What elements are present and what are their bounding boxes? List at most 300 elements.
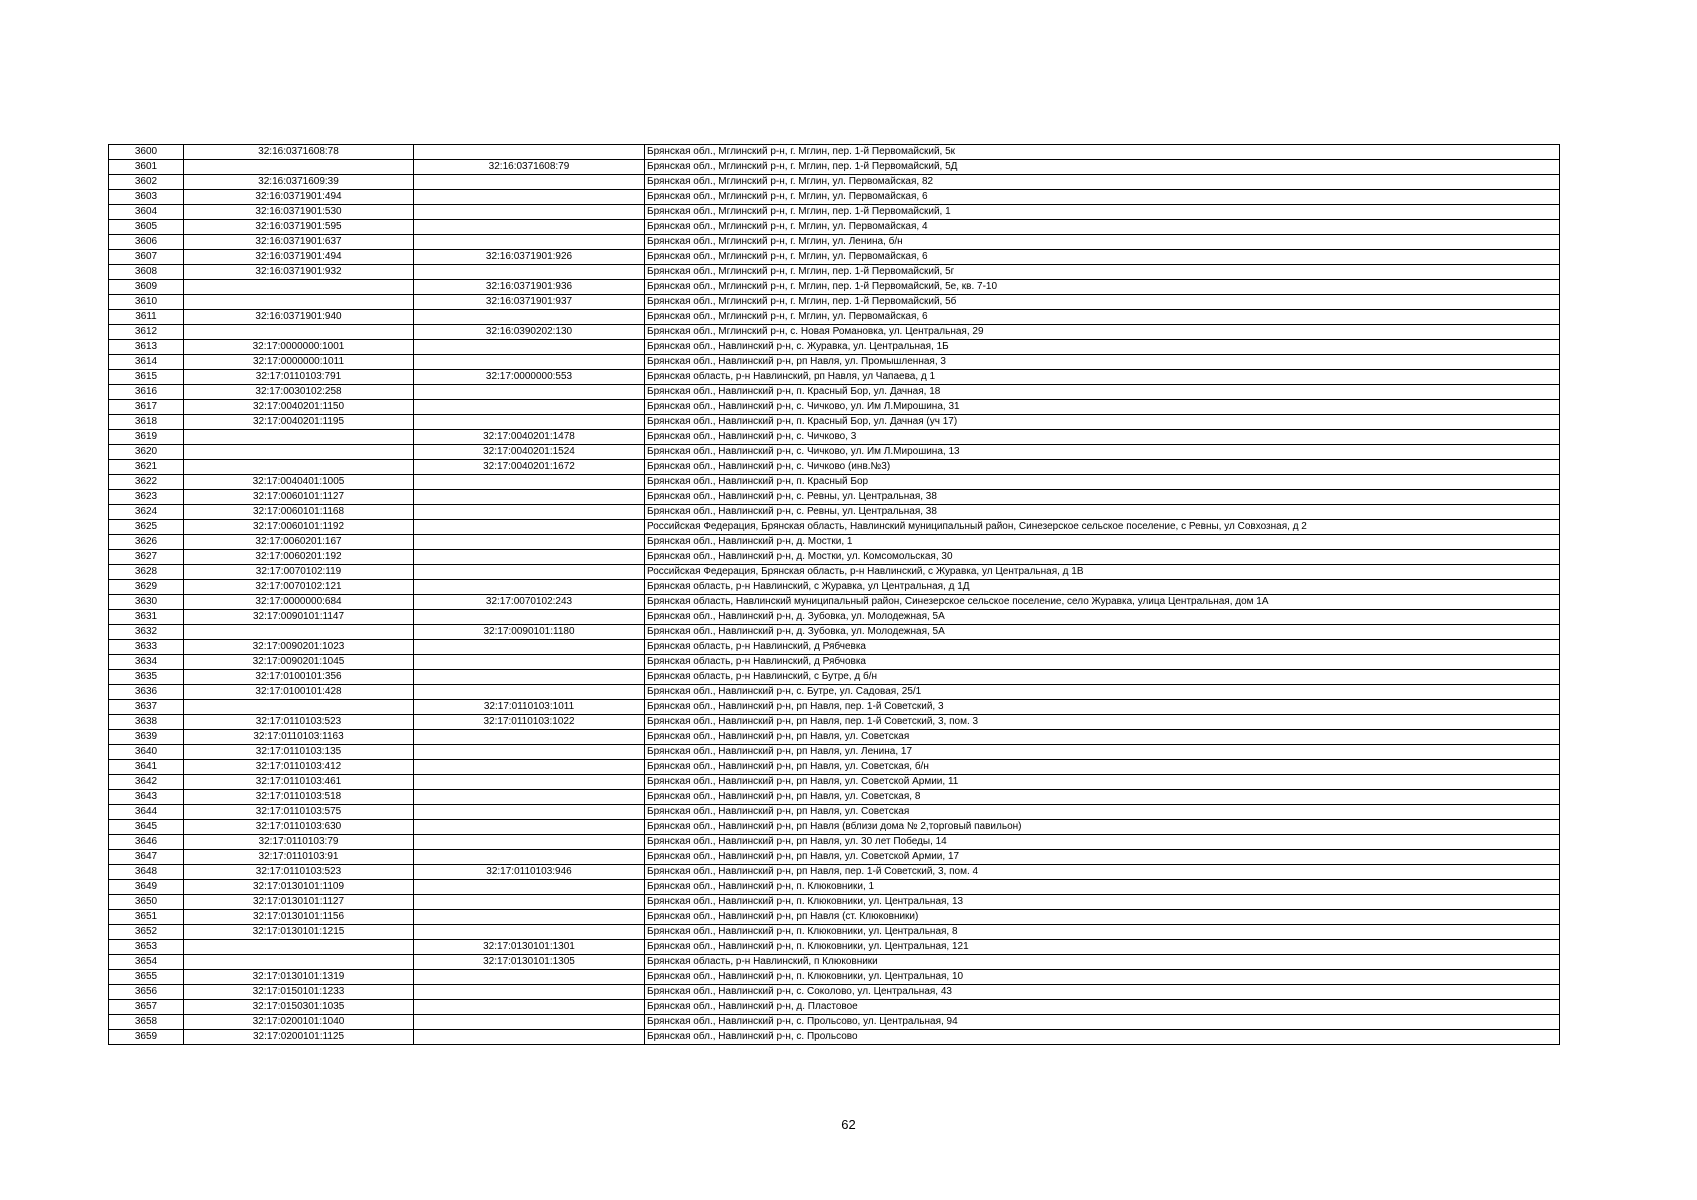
cadastral-number-secondary-cell [414, 565, 645, 580]
address-cell: Брянская обл., Навлинский р-н, рп Навля, ул. Промышленная, 3 [645, 355, 1560, 370]
table-row [109, 715, 1560, 730]
address-cell: Российская Федерация, Брянская область, р-н Навлинский, с Журавка, ул Центральная, д 1В [645, 565, 1560, 580]
table-row [109, 175, 1560, 190]
address-cell: Брянская обл., Мглинский р-н, г. Мглин, пер. 1-й Первомайский, 5Д [645, 160, 1560, 175]
table-row [109, 790, 1560, 805]
address-cell: Брянская обл., Мглинский р-н, г. Мглин, ул. Первомайская, 6 [645, 310, 1560, 325]
address-cell: Брянская обл., Навлинский р-н, рп Навля, пер. 1-й Советский, 3, пом. 4 [645, 865, 1560, 880]
row-number-cell: 3619 [109, 430, 184, 445]
row-number-cell: 3608 [109, 265, 184, 280]
address-cell: Брянская обл., Навлинский р-н, рп Навля, ул. Советская [645, 730, 1560, 745]
cadastral-number-secondary-cell [414, 205, 645, 220]
table-row [109, 685, 1560, 700]
table-row [109, 835, 1560, 850]
cadastral-number-secondary-cell [414, 550, 645, 565]
address-cell: Брянская область, р-н Навлинский, с Бутре, д б/н [645, 670, 1560, 685]
table-row [109, 340, 1560, 355]
cadastral-number-secondary-cell [414, 520, 645, 535]
address-cell: Брянская область, р-н Навлинский, рп Навля, ул Чапаева, д 1 [645, 370, 1560, 385]
table-row [109, 235, 1560, 250]
row-number-cell: 3622 [109, 475, 184, 490]
cadastral-number-cell: 32:17:0040201:1150 [184, 400, 414, 415]
address-cell: Брянская обл., Навлинский р-н, п. Клюковники, 1 [645, 880, 1560, 895]
cadastral-number-secondary-cell [414, 475, 645, 490]
address-cell: Брянская обл., Навлинский р-н, рп Навля, ул. Советская, б/н [645, 760, 1560, 775]
cadastral-number-secondary-cell: 32:17:0090101:1180 [414, 625, 645, 640]
cadastral-number-secondary-cell [414, 1030, 645, 1045]
address-cell: Брянская обл., Мглинский р-н, г. Мглин, пер. 1-й Первомайский, 5к [645, 145, 1560, 160]
row-number-cell: 3633 [109, 640, 184, 655]
cadastral-number-secondary-cell [414, 970, 645, 985]
page-number: 62 [841, 1117, 856, 1132]
table-row [109, 940, 1560, 955]
cadastral-number-cell: 32:17:0090201:1023 [184, 640, 414, 655]
cadastral-number-secondary-cell [414, 880, 645, 895]
address-cell: Брянская обл., Навлинский р-н, рп Навля (вблизи дома № 2,торговый павильон) [645, 820, 1560, 835]
table-row [109, 355, 1560, 370]
row-number-cell: 3604 [109, 205, 184, 220]
cadastral-number-cell: 32:17:0060101:1192 [184, 520, 414, 535]
cadastral-number-secondary-cell [414, 235, 645, 250]
cadastral-number-cell: 32:17:0030102:258 [184, 385, 414, 400]
row-number-cell: 3639 [109, 730, 184, 745]
cadastral-number-cell: 32:16:0371901:595 [184, 220, 414, 235]
cadastral-number-cell: 32:17:0130101:1156 [184, 910, 414, 925]
cadastral-number-cell: 32:17:0110103:91 [184, 850, 414, 865]
cadastral-number-cell [184, 430, 414, 445]
property-table [108, 144, 1560, 1045]
cadastral-number-secondary-cell [414, 850, 645, 865]
cadastral-number-cell: 32:17:0100101:428 [184, 685, 414, 700]
cadastral-number-secondary-cell: 32:17:0110103:1022 [414, 715, 645, 730]
address-cell: Брянская обл., Навлинский р-н, п. Клюковники, ул. Центральная, 8 [645, 925, 1560, 940]
cadastral-number-secondary-cell [414, 535, 645, 550]
address-cell: Брянская обл., Навлинский р-н, с. Чичково, ул. Им Л.Мирошина, 31 [645, 400, 1560, 415]
table-row [109, 145, 1560, 160]
table-row [109, 220, 1560, 235]
row-number-cell: 3612 [109, 325, 184, 340]
cadastral-number-secondary-cell: 32:17:0040201:1672 [414, 460, 645, 475]
address-cell: Брянская обл., Мглинский р-н, г. Мглин, ул. Первомайская, 82 [645, 175, 1560, 190]
cadastral-number-secondary-cell [414, 730, 645, 745]
address-cell: Брянская обл., Навлинский р-н, п. Красный Бор [645, 475, 1560, 490]
row-number-cell: 3611 [109, 310, 184, 325]
address-cell: Брянская обл., Навлинский р-н, с. Прольсово, ул. Центральная, 94 [645, 1015, 1560, 1030]
cadastral-number-secondary-cell: 32:16:0371901:926 [414, 250, 645, 265]
table-row [109, 670, 1560, 685]
table-row [109, 370, 1560, 385]
cadastral-number-cell [184, 940, 414, 955]
table-row [109, 910, 1560, 925]
address-cell: Брянская обл., Навлинский р-н, п. Клюковники, ул. Центральная, 10 [645, 970, 1560, 985]
cadastral-number-cell: 32:17:0060201:167 [184, 535, 414, 550]
address-cell: Брянская обл., Навлинский р-н, рп Навля, ул. Советской Армии, 11 [645, 775, 1560, 790]
address-cell: Брянская обл., Мглинский р-н, г. Мглин, ул. Первомайская, 6 [645, 250, 1560, 265]
cadastral-number-secondary-cell [414, 580, 645, 595]
table-row [109, 310, 1560, 325]
cadastral-number-cell: 32:17:0090201:1045 [184, 655, 414, 670]
table-row [109, 1015, 1560, 1030]
row-number-cell: 3641 [109, 760, 184, 775]
address-cell: Брянская обл., Навлинский р-н, с. Прольсово [645, 1030, 1560, 1045]
cadastral-number-cell: 32:17:0070102:119 [184, 565, 414, 580]
table-row [109, 505, 1560, 520]
cadastral-number-secondary-cell [414, 895, 645, 910]
cadastral-number-secondary-cell [414, 610, 645, 625]
cadastral-number-secondary-cell: 32:16:0371901:936 [414, 280, 645, 295]
table-row [109, 895, 1560, 910]
address-cell: Брянская обл., Мглинский р-н, г. Мглин, ул. Первомайская, 4 [645, 220, 1560, 235]
cadastral-number-cell: 32:16:0371901:932 [184, 265, 414, 280]
cadastral-number-secondary-cell [414, 1000, 645, 1015]
row-number-cell: 3601 [109, 160, 184, 175]
row-number-cell: 3606 [109, 235, 184, 250]
cadastral-number-secondary-cell: 32:17:0000000:553 [414, 370, 645, 385]
cadastral-number-cell [184, 280, 414, 295]
cadastral-number-cell [184, 955, 414, 970]
row-number-cell: 3636 [109, 685, 184, 700]
row-number-cell: 3649 [109, 880, 184, 895]
row-number-cell: 3629 [109, 580, 184, 595]
cadastral-number-secondary-cell: 32:17:0110103:1011 [414, 700, 645, 715]
cadastral-number-secondary-cell [414, 175, 645, 190]
table-row [109, 775, 1560, 790]
row-number-cell: 3644 [109, 805, 184, 820]
cadastral-number-secondary-cell [414, 655, 645, 670]
table-row [109, 250, 1560, 265]
cadastral-number-secondary-cell [414, 640, 645, 655]
cadastral-number-secondary-cell: 32:16:0371608:79 [414, 160, 645, 175]
table-row [109, 430, 1560, 445]
row-number-cell: 3613 [109, 340, 184, 355]
row-number-cell: 3637 [109, 700, 184, 715]
cadastral-number-cell: 32:17:0000000:1001 [184, 340, 414, 355]
address-cell: Брянская обл., Навлинский р-н, с. Чичково, ул. Им Л.Мирошина, 13 [645, 445, 1560, 460]
table-row [109, 610, 1560, 625]
row-number-cell: 3656 [109, 985, 184, 1000]
row-number-cell: 3653 [109, 940, 184, 955]
table-row [109, 325, 1560, 340]
row-number-cell: 3638 [109, 715, 184, 730]
address-cell: Брянская обл., Навлинский р-н, с. Чичково, 3 [645, 430, 1560, 445]
cadastral-number-cell: 32:16:0371609:39 [184, 175, 414, 190]
address-cell: Брянская обл., Мглинский р-н, г. Мглин, пер. 1-й Первомайский, 5б [645, 295, 1560, 310]
address-cell: Брянская обл., Навлинский р-н, п. Красный Бор, ул. Дачная, 18 [645, 385, 1560, 400]
address-cell: Брянская область, р-н Навлинский, д Рябчевка [645, 640, 1560, 655]
row-number-cell: 3655 [109, 970, 184, 985]
row-number-cell: 3614 [109, 355, 184, 370]
row-number-cell: 3646 [109, 835, 184, 850]
table-row [109, 820, 1560, 835]
row-number-cell: 3627 [109, 550, 184, 565]
row-number-cell: 3643 [109, 790, 184, 805]
address-cell: Брянская обл., Навлинский р-н, с. Ревны, ул. Центральная, 38 [645, 505, 1560, 520]
cadastral-number-cell [184, 625, 414, 640]
table-row [109, 400, 1560, 415]
address-cell: Брянская обл., Мглинский р-н, г. Мглин, ул. Ленина, б/н [645, 235, 1560, 250]
table-row [109, 490, 1560, 505]
cadastral-number-cell: 32:17:0110103:412 [184, 760, 414, 775]
cadastral-number-cell: 32:17:0110103:523 [184, 715, 414, 730]
row-number-cell: 3635 [109, 670, 184, 685]
table-row [109, 205, 1560, 220]
table-row [109, 1030, 1560, 1045]
table-row [109, 475, 1560, 490]
table-row [109, 460, 1560, 475]
cadastral-number-cell: 32:16:0371901:530 [184, 205, 414, 220]
row-number-cell: 3618 [109, 415, 184, 430]
table-row [109, 550, 1560, 565]
cadastral-number-secondary-cell: 32:17:0130101:1305 [414, 955, 645, 970]
row-number-cell: 3658 [109, 1015, 184, 1030]
cadastral-number-cell: 32:17:0130101:1319 [184, 970, 414, 985]
table-row [109, 925, 1560, 940]
cadastral-number-cell: 32:17:0110103:575 [184, 805, 414, 820]
cadastral-number-cell: 32:17:0150301:1035 [184, 1000, 414, 1015]
cadastral-number-secondary-cell: 32:17:0040201:1478 [414, 430, 645, 445]
row-number-cell: 3651 [109, 910, 184, 925]
table-row [109, 265, 1560, 280]
table-row [109, 760, 1560, 775]
row-number-cell: 3631 [109, 610, 184, 625]
cadastral-number-secondary-cell: 32:17:0130101:1301 [414, 940, 645, 955]
cadastral-number-secondary-cell [414, 505, 645, 520]
cadastral-number-secondary-cell [414, 670, 645, 685]
address-cell: Брянская область, р-н Навлинский, п Клюковники [645, 955, 1560, 970]
cadastral-number-cell: 32:16:0371901:940 [184, 310, 414, 325]
address-cell: Брянская обл., Навлинский р-н, д. Пластовое [645, 1000, 1560, 1015]
table-row [109, 730, 1560, 745]
row-number-cell: 3620 [109, 445, 184, 460]
cadastral-number-secondary-cell [414, 745, 645, 760]
cadastral-number-cell: 32:17:0110103:1163 [184, 730, 414, 745]
address-cell: Брянская обл., Навлинский р-н, рп Навля, ул. Советская [645, 805, 1560, 820]
address-cell: Брянская область, р-н Навлинский, с Журавка, ул Центральная, д 1Д [645, 580, 1560, 595]
cadastral-number-secondary-cell: 32:16:0371901:937 [414, 295, 645, 310]
table-row [109, 415, 1560, 430]
table-row [109, 985, 1560, 1000]
address-cell: Брянская обл., Навлинский р-н, с. Чичково (инв.№3) [645, 460, 1560, 475]
table-row [109, 520, 1560, 535]
table-row [109, 850, 1560, 865]
row-number-cell: 3634 [109, 655, 184, 670]
row-number-cell: 3623 [109, 490, 184, 505]
cadastral-number-cell: 32:16:0371901:637 [184, 235, 414, 250]
cadastral-number-cell: 32:16:0371901:494 [184, 190, 414, 205]
cadastral-number-cell: 32:17:0110103:135 [184, 745, 414, 760]
row-number-cell: 3628 [109, 565, 184, 580]
table-row [109, 700, 1560, 715]
cadastral-number-cell: 32:17:0130101:1127 [184, 895, 414, 910]
row-number-cell: 3648 [109, 865, 184, 880]
row-number-cell: 3626 [109, 535, 184, 550]
cadastral-number-secondary-cell [414, 790, 645, 805]
table-row [109, 385, 1560, 400]
cadastral-number-secondary-cell [414, 355, 645, 370]
row-number-cell: 3616 [109, 385, 184, 400]
address-cell: Брянская обл., Навлинский р-н, рп Навля, ул. 30 лет Победы, 14 [645, 835, 1560, 850]
address-cell: Брянская область, Навлинский муниципальный район, Синезерское сельское поселение, село Журавка, улица Центральная, дом 1А [645, 595, 1560, 610]
cadastral-number-cell: 32:17:0100101:356 [184, 670, 414, 685]
cadastral-number-secondary-cell [414, 190, 645, 205]
table-row [109, 565, 1560, 580]
cadastral-number-secondary-cell [414, 820, 645, 835]
address-cell: Брянская обл., Навлинский р-н, с. Соколово, ул. Центральная, 43 [645, 985, 1560, 1000]
table-row [109, 865, 1560, 880]
cadastral-number-cell [184, 700, 414, 715]
table-row [109, 280, 1560, 295]
address-cell: Брянская обл., Мглинский р-н, г. Мглин, пер. 1-й Первомайский, 5е, кв. 7-10 [645, 280, 1560, 295]
row-number-cell: 3615 [109, 370, 184, 385]
cadastral-number-cell: 32:17:0060101:1168 [184, 505, 414, 520]
cadastral-number-secondary-cell: 32:17:0040201:1524 [414, 445, 645, 460]
row-number-cell: 3654 [109, 955, 184, 970]
cadastral-number-cell [184, 460, 414, 475]
row-number-cell: 3607 [109, 250, 184, 265]
row-number-cell: 3625 [109, 520, 184, 535]
row-number-cell: 3603 [109, 190, 184, 205]
row-number-cell: 3617 [109, 400, 184, 415]
cadastral-number-secondary-cell: 32:16:0390202:130 [414, 325, 645, 340]
cadastral-number-cell: 32:17:0000000:684 [184, 595, 414, 610]
row-number-cell: 3600 [109, 145, 184, 160]
row-number-cell: 3650 [109, 895, 184, 910]
address-cell: Брянская обл., Навлинский р-н, рп Навля, ул. Ленина, 17 [645, 745, 1560, 760]
address-cell: Брянская обл., Навлинский р-н, п. Клюковники, ул. Центральная, 13 [645, 895, 1560, 910]
row-number-cell: 3659 [109, 1030, 184, 1045]
address-cell: Брянская обл., Навлинский р-н, д. Зубовка, ул. Молодежная, 5А [645, 610, 1560, 625]
row-number-cell: 3640 [109, 745, 184, 760]
cadastral-number-secondary-cell [414, 265, 645, 280]
table-row [109, 295, 1560, 310]
cadastral-number-secondary-cell [414, 400, 645, 415]
table-row [109, 1000, 1560, 1015]
row-number-cell: 3657 [109, 1000, 184, 1015]
table-row [109, 535, 1560, 550]
cadastral-number-secondary-cell [414, 490, 645, 505]
cadastral-number-secondary-cell [414, 1015, 645, 1030]
table-row [109, 970, 1560, 985]
address-cell: Брянская обл., Навлинский р-н, рп Навля, ул. Советской Армии, 17 [645, 850, 1560, 865]
cadastral-number-secondary-cell [414, 805, 645, 820]
cadastral-number-cell [184, 325, 414, 340]
table-row [109, 160, 1560, 175]
cadastral-number-cell: 32:16:0371608:78 [184, 145, 414, 160]
cadastral-number-cell: 32:17:0000000:1011 [184, 355, 414, 370]
cadastral-number-cell: 32:17:0200101:1125 [184, 1030, 414, 1045]
cadastral-number-cell: 32:17:0110103:630 [184, 820, 414, 835]
row-number-cell: 3647 [109, 850, 184, 865]
row-number-cell: 3609 [109, 280, 184, 295]
cadastral-number-cell: 32:17:0110103:791 [184, 370, 414, 385]
cadastral-number-cell: 32:17:0150101:1233 [184, 985, 414, 1000]
row-number-cell: 3645 [109, 820, 184, 835]
address-cell: Брянская обл., Навлинский р-н, рп Навля, пер. 1-й Советский, 3 [645, 700, 1560, 715]
row-number-cell: 3602 [109, 175, 184, 190]
cadastral-number-cell: 32:17:0130101:1215 [184, 925, 414, 940]
address-cell: Брянская обл., Навлинский р-н, рп Навля, пер. 1-й Советский, 3, пом. 3 [645, 715, 1560, 730]
cadastral-number-secondary-cell [414, 220, 645, 235]
table-row [109, 745, 1560, 760]
cadastral-number-cell: 32:17:0070102:121 [184, 580, 414, 595]
cadastral-number-secondary-cell [414, 340, 645, 355]
address-cell: Брянская обл., Навлинский р-н, с. Бутре, ул. Садовая, 25/1 [645, 685, 1560, 700]
address-cell: Брянская обл., Навлинский р-н, п. Красный Бор, ул. Дачная (уч 17) [645, 415, 1560, 430]
row-number-cell: 3605 [109, 220, 184, 235]
address-cell: Брянская обл., Мглинский р-н, с. Новая Романовка, ул. Центральная, 29 [645, 325, 1560, 340]
address-cell: Брянская обл., Навлинский р-н, п. Клюковники, ул. Центральная, 121 [645, 940, 1560, 955]
cadastral-number-secondary-cell [414, 385, 645, 400]
cadastral-number-cell [184, 160, 414, 175]
cadastral-number-cell: 32:16:0371901:494 [184, 250, 414, 265]
cadastral-number-cell: 32:17:0110103:523 [184, 865, 414, 880]
row-number-cell: 3632 [109, 625, 184, 640]
cadastral-number-cell: 32:17:0060101:1127 [184, 490, 414, 505]
row-number-cell: 3624 [109, 505, 184, 520]
cadastral-number-cell [184, 295, 414, 310]
cadastral-number-secondary-cell [414, 145, 645, 160]
address-cell: Брянская обл., Навлинский р-н, с. Ревны, ул. Центральная, 38 [645, 490, 1560, 505]
address-cell: Брянская обл., Навлинский р-н, д. Мостки, ул. Комсомольская, 30 [645, 550, 1560, 565]
cadastral-number-secondary-cell [414, 835, 645, 850]
property-table-body [109, 145, 1560, 1045]
table-row [109, 805, 1560, 820]
cadastral-number-cell: 32:17:0060201:192 [184, 550, 414, 565]
cadastral-number-secondary-cell [414, 685, 645, 700]
row-number-cell: 3652 [109, 925, 184, 940]
cadastral-number-cell: 32:17:0110103:518 [184, 790, 414, 805]
table-row [109, 595, 1560, 610]
address-cell: Брянская обл., Навлинский р-н, с. Журавка, ул. Центральная, 1Б [645, 340, 1560, 355]
cadastral-number-secondary-cell [414, 925, 645, 940]
cadastral-number-cell: 32:17:0200101:1040 [184, 1015, 414, 1030]
row-number-cell: 3621 [109, 460, 184, 475]
cadastral-number-cell: 32:17:0040401:1005 [184, 475, 414, 490]
cadastral-number-cell: 32:17:0090101:1147 [184, 610, 414, 625]
table-row [109, 955, 1560, 970]
address-cell: Брянская обл., Мглинский р-н, г. Мглин, пер. 1-й Первомайский, 1 [645, 205, 1560, 220]
row-number-cell: 3642 [109, 775, 184, 790]
cadastral-number-secondary-cell: 32:17:0070102:243 [414, 595, 645, 610]
address-cell: Брянская обл., Мглинский р-н, г. Мглин, ул. Первомайская, 6 [645, 190, 1560, 205]
table-row [109, 190, 1560, 205]
cadastral-number-cell [184, 445, 414, 460]
row-number-cell: 3610 [109, 295, 184, 310]
cadastral-number-secondary-cell [414, 985, 645, 1000]
cadastral-number-secondary-cell [414, 310, 645, 325]
table-row [109, 580, 1560, 595]
cadastral-number-cell: 32:17:0040201:1195 [184, 415, 414, 430]
cadastral-number-cell: 32:17:0130101:1109 [184, 880, 414, 895]
cadastral-number-secondary-cell [414, 415, 645, 430]
address-cell: Брянская обл., Навлинский р-н, д. Зубовка, ул. Молодежная, 5А [645, 625, 1560, 640]
address-cell: Брянская обл., Навлинский р-н, рп Навля (ст. Клюковники) [645, 910, 1560, 925]
address-cell: Брянская обл., Мглинский р-н, г. Мглин, пер. 1-й Первомайский, 5г [645, 265, 1560, 280]
table-row [109, 445, 1560, 460]
address-cell: Российская Федерация, Брянская область, Навлинский муниципальный район, Синезерское сельское поселение, с Ревны, ул Совхозная, д 2 [645, 520, 1560, 535]
cadastral-number-secondary-cell [414, 910, 645, 925]
address-cell: Брянская обл., Навлинский р-н, д. Мостки, 1 [645, 535, 1560, 550]
row-number-cell: 3630 [109, 595, 184, 610]
table-row [109, 625, 1560, 640]
cadastral-number-cell: 32:17:0110103:79 [184, 835, 414, 850]
address-cell: Брянская обл., Навлинский р-н, рп Навля, ул. Советская, 8 [645, 790, 1560, 805]
cadastral-number-secondary-cell: 32:17:0110103:946 [414, 865, 645, 880]
cadastral-number-secondary-cell [414, 760, 645, 775]
table-row [109, 880, 1560, 895]
address-cell: Брянская область, р-н Навлинский, д Рябчовка [645, 655, 1560, 670]
cadastral-number-cell: 32:17:0110103:461 [184, 775, 414, 790]
